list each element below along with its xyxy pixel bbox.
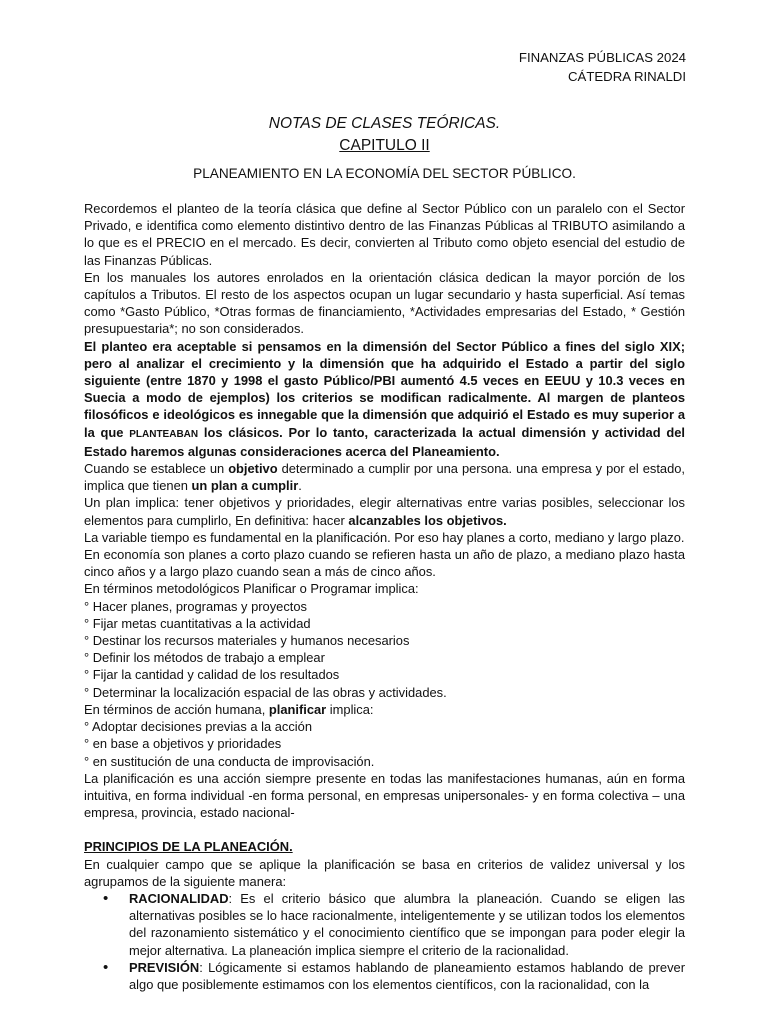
principle-text: : Lógicamente si estamos hablando de planeamiento estamos hablando de prever algo que posiblemente estimamos con los elementos científicos, con la racionalidad, con la (129, 959, 685, 992)
paragraph-text: determinado a cumplir por una persona. una empresa y por el estado, implica que tienen (84, 461, 685, 494)
list-item: ° Destinar los recursos materiales y humanos necesarios (84, 633, 410, 649)
list-item: ° Fijar metas cuantitativas a la actividad (84, 615, 311, 631)
paragraph-spacer (84, 821, 685, 838)
paragraph: En cualquier campo que se aplique la planificación se basa en criterios de validez universal y los agrupamos de la siguiente manera: (84, 856, 685, 889)
notes-title: NOTAS DE CLASES TEÓRICAS. (268, 115, 501, 132)
paragraph-text: implica: (329, 701, 374, 717)
paragraph-text: los clásicos. Por lo tanto, caracterizada la actual dimensión y actividad del Estado haremos algunas consideraciones acerca del Planeamiento. (84, 424, 685, 459)
paragraph-bold (84, 338, 685, 460)
principle-text: : Es el criterio básico que alumbra la planeación. Cuando se eligen las alternativas posibles se lo hace racionalmente, inteligentemente y se utilizan todos los elementos del razonamiento sistemático y el conocimiento científico que se impongan para poder elegir la mejor alternativa. La planeación implica siempre el criterio de la racionalidad. (129, 890, 685, 958)
paragraph-text: En términos de acción humana, (84, 701, 266, 717)
list-item-bullet (129, 959, 685, 993)
bold-term: planificar (268, 701, 327, 717)
list-item: ° en base a objetivos y prioridades (84, 736, 282, 752)
list-item: ° en sustitución de una conducta de improvisación. (84, 753, 375, 769)
list-item: ° Adoptar decisiones previas a la acción (84, 719, 313, 735)
paragraph: En economía son planes a corto plazo cuando se refieren hasta un año de plazo, a mediano plazo hasta cinco años y a largo plazo cuando sean a más de cinco años. (84, 547, 685, 580)
bold-term: objetivo (228, 461, 278, 477)
chapter-subtitle: PLANEAMIENTO EN LA ECONOMÍA DEL SECTOR PÚBLICO. (193, 166, 576, 181)
header-chair: CÁTEDRA RINALDI (568, 69, 686, 84)
paragraph: En los manuales los autores enrolados en la orientación clásica dedican la mayor porción de los capítulos a Tributos. El resto de los aspectos ocupan un lugar secundario y hasta superficial. Así temas como *Gasto Público, *Otras formas de financiamiento, *Actividades empresarias del Estado, * Gestión presupuestaria*; no son considerados. (84, 269, 685, 337)
paragraph-text: El planteo era aceptable si pensamos en la dimensión del Sector Público a fines del siglo XIX; pero al analizar el crecimiento y la dimensión que ha adquirido el Estado a partir del siglo siguiente (entre 1870 y 1998 el gasto Público/PBI aumentó 4.5 veces en EEUU y 10.3 veces en Suecia a modo de ejemplos) los criterios se modifican radicalmente. Al margen de planteos filosóficos e ideológicos es innegable que la dimensión que adquirió el Estado es muy superior a la que (84, 338, 685, 440)
section-heading: PRINCIPIOS DE LA PLANEACIÓN. (84, 839, 293, 855)
paragraph (84, 460, 685, 494)
paragraph: En términos metodológicos Planificar o Programar implica: (84, 581, 419, 597)
paragraph (84, 494, 685, 528)
list-item-bullet (129, 890, 685, 959)
paragraph: La variable tiempo es fundamental en la planificación. Por eso hay planes a corto, mediano y largo plazo. (84, 529, 685, 545)
document-body (84, 200, 685, 993)
principle-term: RACIONALIDAD (129, 890, 229, 906)
header-course: FINANZAS PÚBLICAS 2024 (518, 50, 686, 65)
list-item: ° Hacer planes, programas y proyectos (84, 598, 307, 614)
bold-term: un plan a cumplir (191, 478, 299, 494)
list-item: ° Determinar la localización espacial de las obras y actividades. (84, 684, 447, 700)
paragraph-text: . (298, 478, 302, 494)
bold-term: alcanzables los objetivos. (348, 512, 507, 528)
paragraph (84, 701, 685, 718)
principles-list (84, 890, 685, 993)
paragraph: La planificación es una acción siempre presente en todas las manifestaciones humanas, aún en forma intuitiva, en forma individual -en forma personal, en empresas unipersonales- y en forma colectiva – una empresa, provincia, estado nacional- (84, 770, 685, 821)
list-item: ° Definir los métodos de trabajo a emplear (84, 650, 325, 666)
principle-term: PREVISIÓN (129, 959, 200, 975)
paragraph: Recordemos el planteo de la teoría clásica que define al Sector Público con un paralelo con el Sector Privado, e identifica como elemento distintivo dentro de las Finanzas Públicas al TRIBUTO asimilando a lo que es el PRECIO en el mercado. Es decir, convierten al Tributo como objeto esencial del estudio de las Finanzas Públicas. (84, 201, 685, 268)
list-item: ° Fijar la cantidad y calidad de los resultados (84, 667, 340, 683)
chapter-title: CAPITULO II (339, 137, 430, 154)
small-caps-word: PLANTEABAN (129, 428, 199, 440)
paragraph-text: Cuando se establece un (84, 461, 225, 477)
paragraph-text: Un plan implica: tener objetivos y prioridades, elegir alternativas entre varias posibles, seleccionar los elementos para cumplirlo, En definitiva: hacer (84, 495, 685, 528)
